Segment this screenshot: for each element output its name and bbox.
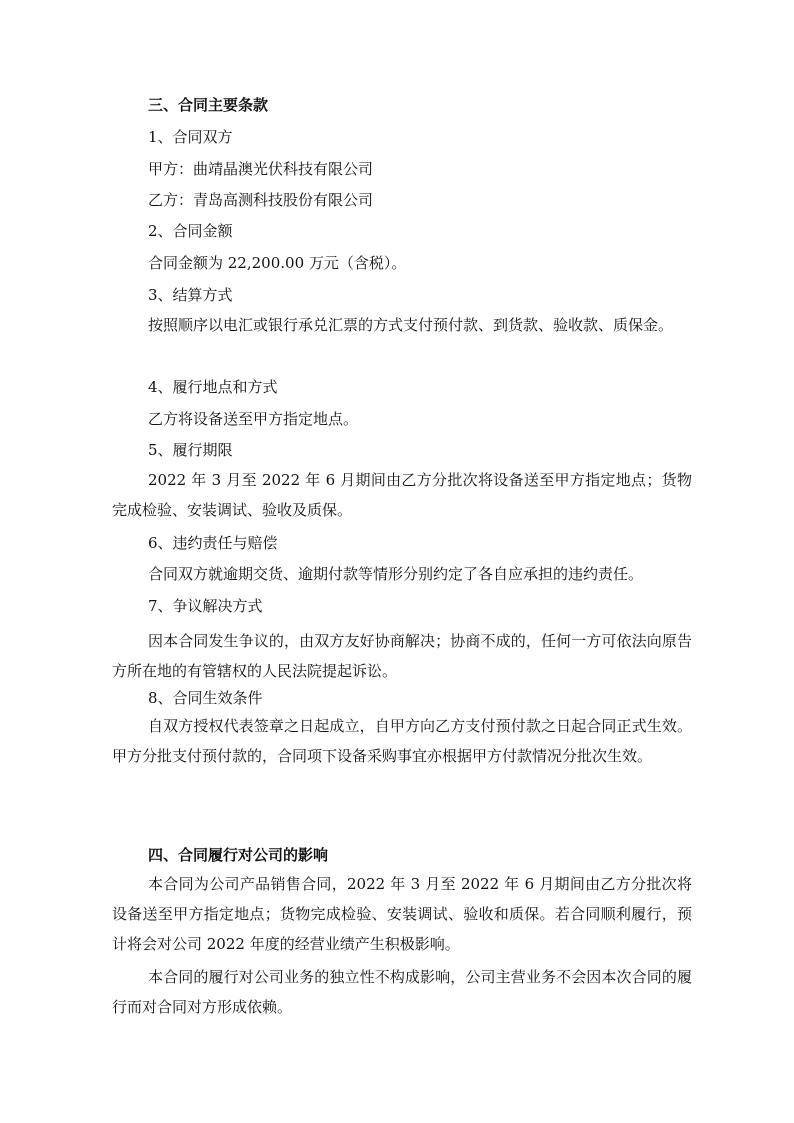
dispute-title: 7、争议解决方式 <box>148 597 263 615</box>
effective-text: 自双方授权代表签章之日起成立，自甲方向乙方支付预付款之日起合同正式生效。甲方分批支付预付款的，合同项下设备采购事宜亦根据甲方付款情况分批次生效。 <box>112 717 692 765</box>
settlement-text: 按照顺序以电汇或银行承兑汇票的方式支付预付款、到货款、验收款、质保金。 <box>148 316 674 334</box>
location-text: 乙方将设备送至甲方指定地点。 <box>148 410 359 428</box>
section-3-heading: 三、合同主要条款 <box>148 96 269 114</box>
dispute-text: 因本合同发生争议的，由双方友好协商解决；协商不成的，任何一方可依法向原告方所在地的有管辖权的人民法院提起诉讼。 <box>112 632 692 680</box>
liability-text: 合同双方就逾期交货、逾期付款等情形分别约定了各自应承担的违约责任。 <box>148 565 644 583</box>
impact-paragraph-2: 本合同的履行对公司业务的独立性不构成影响，公司主营业务不会因本次合同的履行而对合同对方形成依赖。 <box>112 968 692 1016</box>
amount-title: 2、合同金额 <box>148 222 233 240</box>
parties-title: 1、合同双方 <box>148 128 233 146</box>
liability-title: 6、违约责任与赔偿 <box>148 534 278 552</box>
amount-text: 合同金额为 22,200.00 万元（含税）。 <box>148 254 407 272</box>
period-text: 2022 年 3 月至 2022 年 6 月期间由乙方分批次将设备送至甲方指定地点；货物完成检验、安装调试、验收及质保。 <box>112 471 692 519</box>
section-4-heading: 四、合同履行对公司的影响 <box>148 846 329 864</box>
location-title: 4、履行地点和方式 <box>148 378 278 396</box>
party-a: 甲方：曲靖晶澳光伏科技有限公司 <box>148 160 374 178</box>
period-title: 5、履行期限 <box>148 441 233 459</box>
settlement-title: 3、结算方式 <box>148 286 233 304</box>
impact-paragraph-1: 本合同为公司产品销售合同，2022 年 3 月至 2022 年 6 月期间由乙方分批次将设备送至甲方指定地点；货物完成检验、安装调试、验收和质保。若合同顺利履行，预计将会对公司 2022 年度的经营业绩产生积极影响。 <box>112 875 692 953</box>
party-b: 乙方：青岛高测科技股份有限公司 <box>148 191 374 209</box>
effective-title: 8、合同生效条件 <box>148 689 263 707</box>
